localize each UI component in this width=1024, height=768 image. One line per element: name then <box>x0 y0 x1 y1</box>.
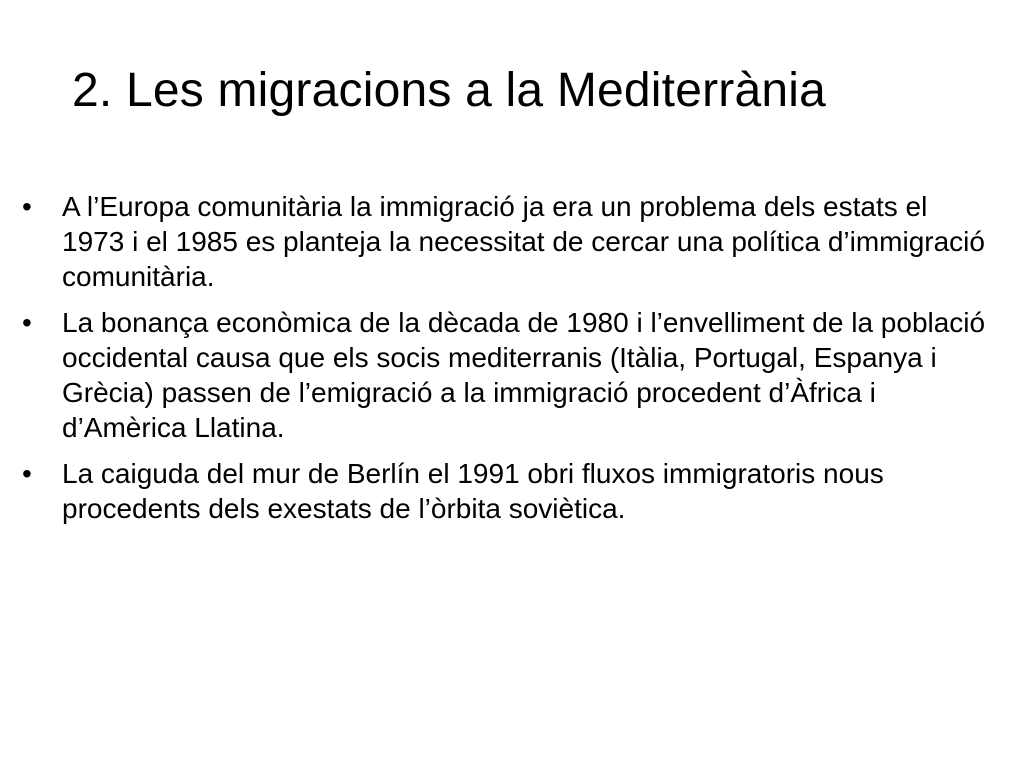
bullet-icon: • <box>22 458 32 489</box>
bullet-list <box>22 189 997 537</box>
bullet-text: La bonança econòmica de la dècada de 1980 i l’envelliment de la població occidental causa que els socis mediterranis (Itàlia, Portugal, Espanya i Grècia) passen de l’emigració a la immigració procedent d’Àfrica i d’Amèrica Llatina. <box>62 307 986 443</box>
bullet-icon: • <box>22 307 32 338</box>
bullet-text: A l’Europa comunitària la immigració ja era un problema dels estats el 1973 i el 1985 es planteja la necessitat de cercar una política d’immigració comunitària. <box>62 191 985 292</box>
bullet-item <box>22 305 997 445</box>
slide-title: 2. Les migracions a la Mediterrània <box>72 64 827 117</box>
bullet-icon: • <box>22 191 32 222</box>
bullet-text: La caiguda del mur de Berlín el 1991 obri fluxos immigratoris nous procedents dels exestats de l’òrbita soviètica. <box>62 458 884 524</box>
bullet-item <box>22 189 997 294</box>
bullet-item <box>22 456 997 526</box>
